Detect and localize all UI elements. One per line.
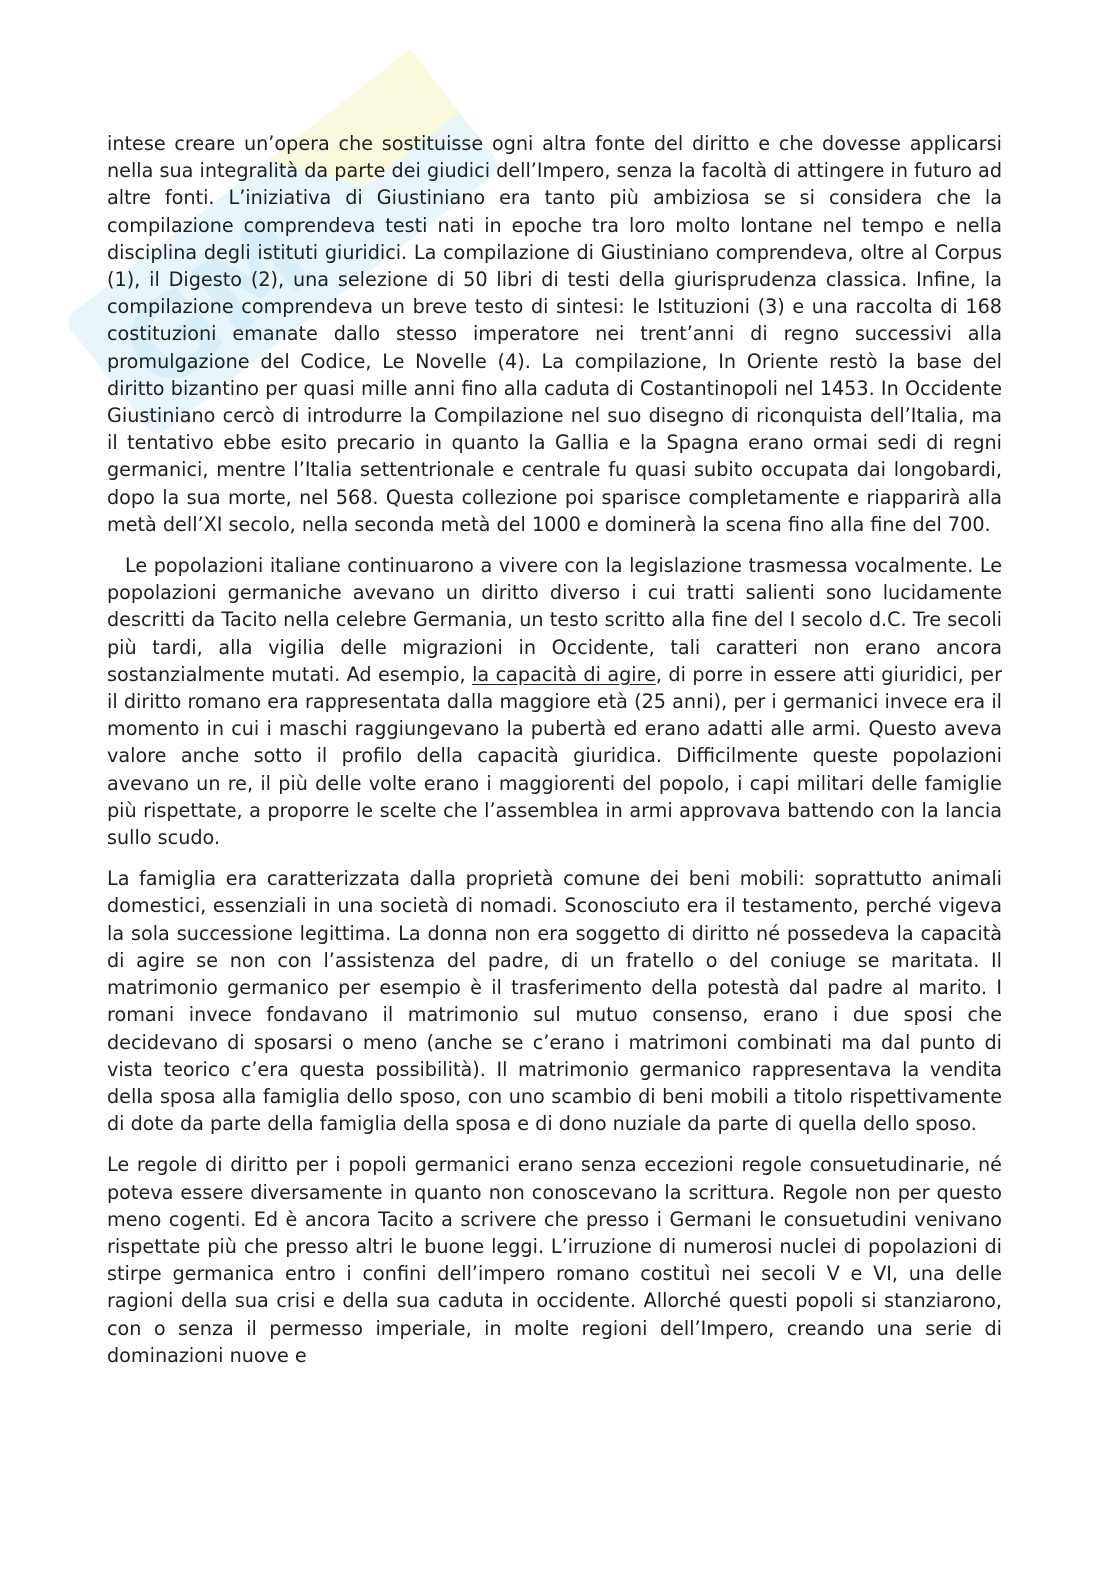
underlined-term: la capacità di agire <box>472 662 656 686</box>
paragraph-text: Le popolazioni italiane continuarono a vivere con la legislazione trasmessa vocalmente. Le popolazioni germaniche avevano un diritto diverso i cui tratti salienti sono lucidamente descritti da Tacito nella celebre Germania, un testo scritto alla fine del I secolo d.C. Tre secoli più tardi, alla vigilia delle migrazioni in Occidente, tali caratteri non erano ancora sostanzialmente mutati. Ad esempio, <box>107 554 1002 686</box>
paragraph-text: intese creare un’opera che sostituisse ogni altra fonte del diritto e che dovesse applicarsi nella sua integralità da parte dei giudici dell’Impero, senza la facoltà di attingere in futuro ad altre fonti. L’iniziativa di Giustiniano era tanto più ambiziosa se si considera che la compilazione comprendeva testi nati in epoche tra loro molto lontane nel tempo e nella disciplina degli istituti giuridici. La compilazione di Giustiniano comprendeva, oltre al Corpus (1), il Digesto (2), una selezione di 50 libri di testi della giurisprudenza classica. Infine, la compilazione comprendeva un breve testo di sintesi: le Istituzioni (3) e una raccolta di 168 costituzioni emanate dallo stesso imperatore nei trent’anni di regno successivi alla promulgazione del Codice, Le Novelle (4). La compilazione, In Oriente restò la base del diritto bizantino per quasi mille anni fino alla caduta di Costantinopoli nel 1453. In Occidente Giustiniano cercò di introdurre la Compilazione nel suo disegno di riconquista dell’Italia, ma il tentativo ebbe esito precario in quanto la Gallia e la Spagna erano ormai sedi di regni germanici, mentre l’Italia settentrionale e centrale fu quasi subito occupata dai longobardi, dopo la sua morte, nel 568. Questa collezione poi sparisce completamente e riapparirà alla metà dell’XI secolo, nella seconda metà del 1000 e dominerà la scena fino alla fine del 700. <box>107 132 1002 536</box>
paragraph-popolazioni-germaniche <box>107 552 1002 851</box>
paragraph-regole-diritto <box>107 1151 1002 1369</box>
paragraph-famiglia <box>107 865 1002 1137</box>
document-page <box>107 130 1002 1369</box>
paragraph-compilazione-giustiniano <box>107 130 1002 538</box>
paragraph-text: , di porre in essere atti giuridici, per il diritto romano era rappresentata dalla maggiore età (25 anni), per i germanici invece era il momento in cui i maschi raggiungevano la pubertà ed erano adatti alle armi. Questo aveva valore anche sotto il profilo della capacità giuridica. Difficilmente queste popolazioni avevano un re, il più delle volte erano i maggiorenti del popolo, i capi militari delle famiglie più rispettate, a proporre le scelte che l’assemblea in armi approvava battendo con la lancia sullo scudo. <box>107 662 1002 850</box>
svg-text:GM: GM <box>98 193 335 417</box>
paragraph-text: Le regole di diritto per i popoli germanici erano senza eccezioni regole consuetudinarie, né poteva essere diversamente in quanto non conoscevano la scrittura. Regole non per questo meno cogenti. Ed è ancora Tacito a scrivere che presso i Germani le consuetudini venivano rispettate più che presso altri le buone leggi. L’irruzione di numerosi nuclei di popolazioni di stirpe germanica entro i confini dell’impero romano costituì nei secoli V e VI, una delle ragioni della sua crisi e della sua caduta in occidente. Allorché questi popoli si stanziarono, con o senza il permesso imperiale, in molte regioni dell’Impero, creando una serie di dominazioni nuove e <box>107 1153 1002 1367</box>
paragraph-text: La famiglia era caratterizzata dalla proprietà comune dei beni mobili: soprattutto animali domestici, essenziali in una società di nomadi. Sconosciuto era il testamento, perché vigeva la sola successione legittima. La donna non era soggetto di diritto né possedeva la capacità di agire se non con l’assistenza del padre, di un fratello o del coniuge se maritata. Il matrimonio germanico per esempio è il trasferimento della potestà dal padre al marito. I romani invece fondavano il matrimonio sul mutuo consenso, erano i due sposi che decidevano di sposarsi o meno (anche se c’erano i matrimoni combinati ma dal punto di vista teorico c’era questa possibilità). Il matrimonio germanico rappresentava la vendita della sposa alla famiglia dello sposo, con uno scambio di beni mobili a titolo rispettivamente di dote da parte della famiglia della sposa e di dono nuziale da parte di quella dello sposo. <box>107 867 1002 1136</box>
